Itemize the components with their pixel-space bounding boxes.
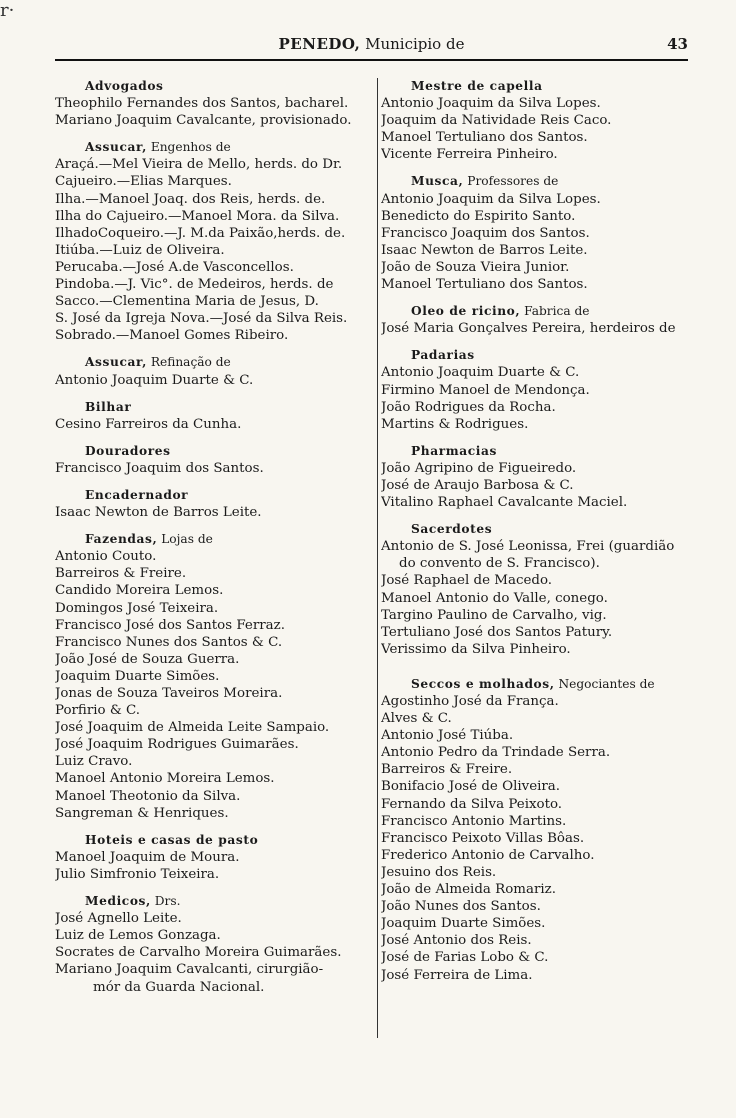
section-sacerdotes [381, 521, 701, 658]
list-item: Mariano Joaquim Cavalcante, provisionado. [55, 113, 352, 129]
section-title: Assucar, Engenhos de [85, 140, 231, 155]
list-item: Joaquim da Natividade Reis Caco. [381, 113, 612, 129]
section-musica [381, 173, 701, 293]
list-item: Pindoba.—J. Vic°. de Medeiros, herds. de [55, 277, 334, 293]
list-item: Bonifacio José de Oliveira. [381, 779, 561, 795]
list-item: João Agripino de Figueiredo. [381, 460, 577, 476]
section-title: Oleo de ricino, Fabrica de [411, 304, 590, 319]
list-item: Luiz Cravo. [55, 754, 133, 770]
section-title: Douradores [85, 443, 171, 458]
list-item: Isaac Newton de Barros Leite. [381, 242, 588, 258]
list-item: Antonio Couto. [55, 549, 157, 565]
title-bold: PENEDO, [278, 35, 361, 53]
list-item: José de Araujo Barbosa & C. [381, 477, 574, 493]
list-item: Francisco Joaquim dos Santos. [55, 460, 264, 476]
section-mestre-capella [381, 78, 701, 163]
list-item: Firmino Manoel de Mendonça. [381, 382, 590, 398]
list-item: Manoel Antonio do Valle, conego. [381, 590, 608, 606]
list-item: João Nunes dos Santos. [381, 899, 541, 915]
page-header [55, 33, 688, 61]
section-title: Advogados [85, 79, 164, 93]
section-seccos-molhados [381, 676, 701, 984]
list-item-continuation: do convento de S. Francisco). [399, 556, 600, 572]
list-item: Antonio Joaquim da Silva Lopes. [381, 96, 601, 112]
list-item: Antonio Joaquim Duarte & C. [55, 372, 254, 388]
section-medicos [55, 893, 373, 996]
list-item: José Antonio dos Reis. [381, 933, 532, 949]
corner-mark: r· [0, 0, 15, 21]
list-item: Araçá.—Mel Vieira de Mello, herds. do Dr. [55, 157, 343, 173]
list-item: Benedicto do Espirito Santo. [381, 208, 576, 224]
section-title: Fazendas, Lojas de [85, 532, 213, 547]
section-padarias [381, 347, 701, 432]
section-assucar-engenhos [55, 139, 373, 344]
list-item: Barreiros & Freire. [55, 566, 187, 582]
section-oleo-ricino [381, 303, 701, 337]
list-item-continuation: mór da Guarda Nacional. [93, 979, 265, 995]
list-item: Alves & C. [381, 711, 452, 727]
list-item: Manoel Tertuliano dos Santos. [381, 277, 588, 293]
list-item: Manoel Theotonio da Silva. [55, 788, 241, 804]
running-title [55, 35, 688, 53]
list-item: Cajueiro.—Elias Marques. [55, 174, 232, 190]
list-item: João de Souza Vieira Junior. [381, 259, 570, 275]
list-item: Theophilo Fernandes dos Santos, bacharel. [55, 96, 349, 112]
list-item: Francisco Joaquim dos Santos. [381, 225, 590, 241]
list-item: José Ferreira de Lima. [381, 967, 533, 983]
section-title: Hoteis e casas de pasto [85, 832, 259, 847]
section-title: Sacerdotes [411, 522, 493, 537]
list-item: Isaac Newton de Barros Leite. [55, 505, 262, 521]
list-item: Manoel Tertuliano dos Santos. [381, 130, 588, 146]
section-title: Bilhar [85, 399, 132, 414]
section-title: Pharmacias [411, 443, 497, 458]
left-column [55, 78, 373, 996]
page-number: 43 [667, 35, 688, 53]
section-advogados [55, 78, 373, 129]
section-encadernador [55, 487, 373, 521]
list-item: Sangreman & Henriques. [55, 805, 229, 821]
list-item: Francisco José dos Santos Ferraz. [55, 617, 285, 633]
list-item: Verissimo da Silva Pinheiro. [381, 641, 571, 657]
list-item: João Rodrigues da Rocha. [381, 399, 556, 415]
list-item: José Joaquim Rodrigues Guimarães. [55, 737, 299, 753]
list-item: Frederico Antonio de Carvalho. [381, 847, 595, 863]
list-item: Socrates de Carvalho Moreira Guimarães. [55, 945, 342, 961]
list-item: Antonio Pedro da Trindade Serra. [381, 745, 611, 761]
list-item: Domingos José Teixeira. [55, 600, 219, 616]
section-hoteis [55, 832, 373, 883]
list-item: Martins & Rodrigues. [381, 416, 529, 432]
list-item: José Raphael de Macedo. [381, 573, 553, 589]
list-item: Vicente Ferreira Pinheiro. [381, 147, 558, 163]
list-item: Jesuino dos Reis. [381, 864, 497, 880]
list-item: Francisco Nunes dos Santos & C. [55, 634, 283, 650]
list-item: Joaquim Duarte Simões. [381, 916, 546, 932]
list-item: Antonio Joaquim Duarte & C. [381, 365, 580, 381]
list-item: Targino Paulino de Carvalho, vig. [381, 607, 607, 623]
list-item: Perucaba.—José A.de Vasconcellos. [55, 259, 294, 275]
list-item: Antonio de S. José Leonissa, Frei (guardião [381, 539, 675, 555]
right-column [377, 78, 701, 1038]
section-title: Assucar, Refinação de [85, 355, 231, 370]
list-item: Porfirio & C. [55, 703, 141, 719]
list-item: João de Almeida Romariz. [381, 882, 556, 898]
list-item: Jonas de Souza Taveiros Moreira. [55, 686, 283, 701]
list-item: IlhadoCoqueiro.—J. M.da Paixão,herds. de. [55, 225, 346, 241]
list-item: Cesino Farreiros da Cunha. [55, 416, 242, 432]
list-item: José Joaquim de Almeida Leite Sampaio. [55, 720, 330, 736]
list-item: José de Farias Lobo & C. [381, 950, 549, 966]
section-title: Medicos, Drs. [85, 894, 181, 909]
list-item: Julio Simfronio Teixeira. [55, 866, 220, 882]
list-item: Antonio José Tiúba. [381, 728, 514, 744]
section-bilhar [55, 399, 373, 433]
list-item: Agostinho José da França. [381, 694, 559, 709]
list-item: João José de Souza Guerra. [55, 651, 240, 667]
list-item: José Maria Gonçalves Pereira, herdeiros de [381, 321, 676, 337]
list-item: Francisco Antonio Martins. [381, 813, 567, 829]
section-fazendas [55, 531, 373, 822]
section-title: Mestre de capella [411, 79, 543, 93]
list-item: Itiúba.—Luiz de Oliveira. [55, 242, 225, 258]
list-item: Joaquim Duarte Simões. [55, 668, 220, 684]
section-title: Encadernador [85, 487, 189, 502]
list-item: Manoel Antonio Moreira Lemos. [55, 771, 275, 787]
list-item: Candido Moreira Lemos. [55, 583, 224, 599]
list-item: Luiz de Lemos Gonzaga. [55, 928, 221, 944]
section-assucar-refinacao [55, 354, 373, 388]
section-title: Musca, Professores de [411, 174, 559, 189]
list-item: Vitalino Raphael Cavalcante Maciel. [381, 495, 628, 511]
list-item: Barreiros & Freire. [381, 762, 513, 778]
title-rest: Municipio de [365, 35, 465, 53]
list-item: Tertuliano José dos Santos Patury. [381, 624, 613, 640]
section-title: Seccos e molhados, Negociantes de [411, 676, 655, 691]
list-item: Sobrado.—Manoel Gomes Ribeiro. [55, 328, 289, 344]
list-item: Ilha do Cajueiro.—Manoel Mora. da Silva. [55, 208, 340, 224]
list-item: Francisco Peixoto Villas Bôas. [381, 830, 585, 846]
list-item: José Agnello Leite. [55, 911, 182, 927]
list-item: Antonio Joaquim da Silva Lopes. [381, 191, 601, 207]
list-item: Fernando da Silva Peixoto. [381, 796, 563, 812]
list-item: Ilha.—Manoel Joaq. dos Reis, herds. de. [55, 191, 326, 207]
list-item: Manoel Joaquim de Moura. [55, 849, 240, 865]
section-title: Padarias [411, 348, 475, 363]
section-douradores [55, 443, 373, 477]
section-pharmacias [381, 443, 701, 511]
list-item: S. José da Igreja Nova.—José da Silva Reis. [55, 311, 348, 327]
list-item: Mariano Joaquim Cavalcanti, cirurgião- [55, 962, 324, 978]
list-item: Sacco.—Clementina Maria de Jesus, D. [55, 294, 319, 310]
